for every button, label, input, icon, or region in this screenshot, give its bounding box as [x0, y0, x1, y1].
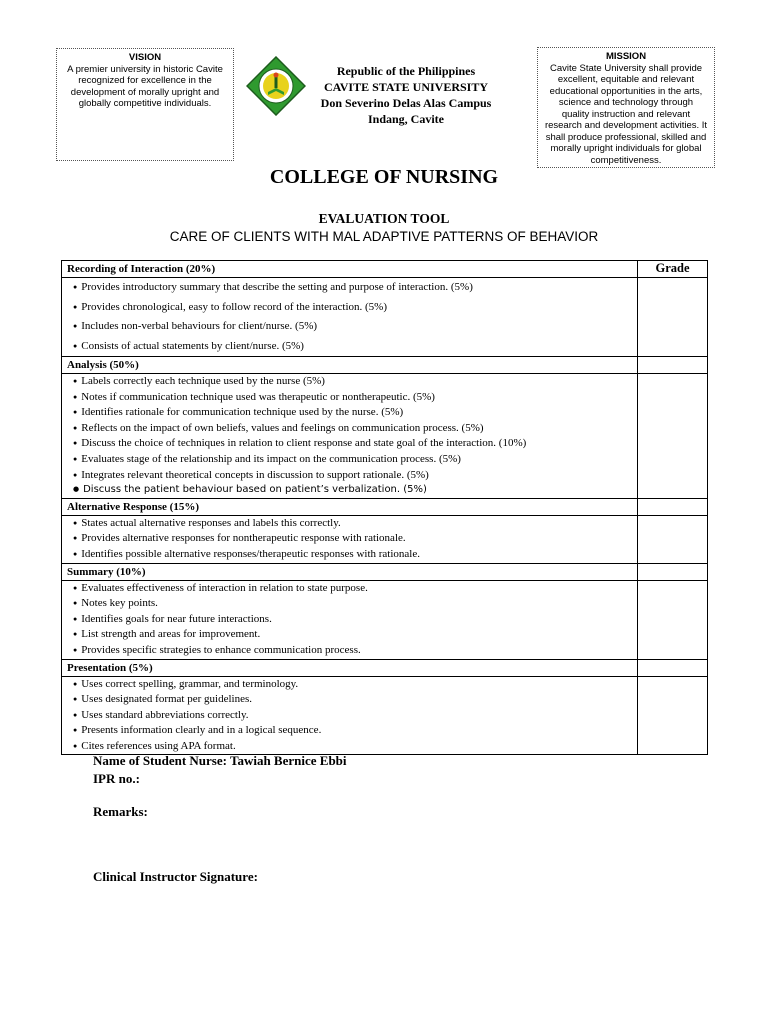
criteria-cell [62, 515, 638, 563]
evaluation-rubric-table [61, 260, 708, 755]
list-item: ● Includes non-verbal behaviours for client/nurse. (5%) [73, 317, 632, 337]
section-title-analysis: Analysis (50%) [62, 357, 638, 374]
vision-box [56, 48, 234, 161]
grade-header-cell [638, 357, 708, 374]
header-university: CAVITE STATE UNIVERSITY [323, 80, 489, 94]
list-item: ● Notes if communication technique used was therapeutic or nontherapeutic. (5%) [73, 390, 632, 406]
criteria-list [67, 278, 632, 356]
university-header [300, 63, 512, 127]
section-header-row [62, 563, 708, 580]
list-item: ● Provides specific strategies to enhance communication process. [73, 643, 632, 659]
grade-cell[interactable] [638, 676, 708, 755]
section-header-row [62, 261, 708, 278]
section-title-alternative-response: Alternative Response (15%) [62, 498, 638, 515]
list-item: ● Uses standard abbreviations correctly. [73, 708, 632, 724]
student-info [93, 752, 347, 788]
list-item: ● List strength and areas for improvement. [73, 627, 632, 643]
section-title-presentation: Presentation (5%) [62, 659, 638, 676]
list-item: ● Integrates relevant theoretical concepts in discussion to support rationale. (5%) [73, 468, 632, 484]
list-item: ● Identifies goals for near future interactions. [73, 612, 632, 628]
section-items-row [62, 515, 708, 563]
section-header-row [62, 498, 708, 515]
section-items-row [62, 374, 708, 499]
list-item: ● Discuss the choice of techniques in relation to client response and state goal of the interaction. (10%) [73, 436, 632, 452]
criteria-list [67, 374, 632, 498]
criteria-cell [62, 580, 638, 659]
list-item: ● Evaluates effectiveness of interaction in relation to state purpose. [73, 581, 632, 597]
vision-title: VISION [128, 52, 162, 63]
list-item: ● Labels correctly each technique used by the nurse (5%) [73, 374, 632, 390]
instructor-signature-label: Clinical Instructor Signature: [93, 869, 258, 884]
grade-cell[interactable] [638, 580, 708, 659]
section-title-summary: Summary (10%) [62, 563, 638, 580]
grade-header-cell [638, 498, 708, 515]
list-item: ● Consists of actual statements by client/nurse. (5%) [73, 337, 632, 357]
grade-cell[interactable] [638, 374, 708, 499]
grade-header: Grade [638, 261, 708, 278]
ipr-number-line: IPR no.: [93, 771, 140, 786]
section-items-row [62, 676, 708, 755]
list-item: ● Provides chronological, easy to follow record of the interaction. (5%) [73, 298, 632, 318]
grade-header-cell [638, 563, 708, 580]
list-item: ● Identifies rationale for communication technique used by the nurse. (5%) [73, 405, 632, 421]
criteria-cell [62, 676, 638, 755]
list-item: ● States actual alternative responses and labels this correctly. [73, 516, 632, 532]
section-title-recording: Recording of Interaction (20%) [62, 261, 638, 278]
section-header-row [62, 357, 708, 374]
list-item: ● Provides alternative responses for nontherapeutic response with rationale. [73, 531, 632, 547]
university-seal-icon [246, 56, 306, 116]
list-item: ● Uses designated format per guidelines. [73, 692, 632, 708]
list-item: ● Presents information clearly and in a logical sequence. [73, 723, 632, 739]
mission-text: Cavite State University shall provide excellent, equitable and relevant educational opportunities in the arts, science and technology through quality instruction and relevant research and development activities. It shall produce professional, skilled and morally upright individuals for global competitiveness. [544, 62, 708, 166]
grade-cell[interactable] [638, 515, 708, 563]
list-item: ● Evaluates stage of the relationship and its impact on the communication process. (5%) [73, 452, 632, 468]
remarks-label: Remarks: [93, 804, 148, 819]
criteria-list [67, 581, 632, 659]
student-name-line: Name of Student Nurse: Tawiah Bernice Ebbi [93, 753, 347, 768]
college-title: COLLEGE OF NURSING [269, 166, 499, 188]
vision-text: A premier university in historic Cavite recognized for excellence in the development of morally upright and globally competitive individuals. [67, 63, 223, 109]
criteria-cell [62, 374, 638, 499]
list-item: ● Identifies possible alternative responses/therapeutic responses with rationale. [73, 547, 632, 563]
grade-cell[interactable] [638, 278, 708, 357]
evaluation-subtitle: CARE OF CLIENTS WITH MAL ADAPTIVE PATTERNS OF BEHAVIOR [169, 229, 599, 244]
header-location: Indang, Cavite [367, 112, 444, 126]
section-items-row [62, 278, 708, 357]
header-campus: Don Severino Delas Alas Campus [320, 96, 492, 110]
criteria-cell [62, 278, 638, 357]
list-item: ● Uses correct spelling, grammar, and terminology. [73, 677, 632, 693]
mission-title: MISSION [605, 51, 647, 62]
grade-header-cell [638, 659, 708, 676]
section-header-row [62, 659, 708, 676]
header-republic: Republic of the Philippines [336, 64, 476, 78]
list-item: ● Discuss the patient behaviour based on patient’s verbalization. (5%) [73, 483, 632, 498]
criteria-list [67, 677, 632, 755]
mission-box [537, 47, 715, 168]
list-item: ● Cites references using APA format. [73, 739, 632, 755]
evaluation-title: EVALUATION TOOL [318, 211, 450, 226]
list-item: ● Notes key points. [73, 596, 632, 612]
criteria-list [67, 516, 632, 563]
list-item: ● Reflects on the impact of own beliefs, values and feelings on communication process. (5%) [73, 421, 632, 437]
list-item: ● Provides introductory summary that describe the setting and purpose of interaction. (5%) [73, 278, 632, 298]
section-items-row [62, 580, 708, 659]
